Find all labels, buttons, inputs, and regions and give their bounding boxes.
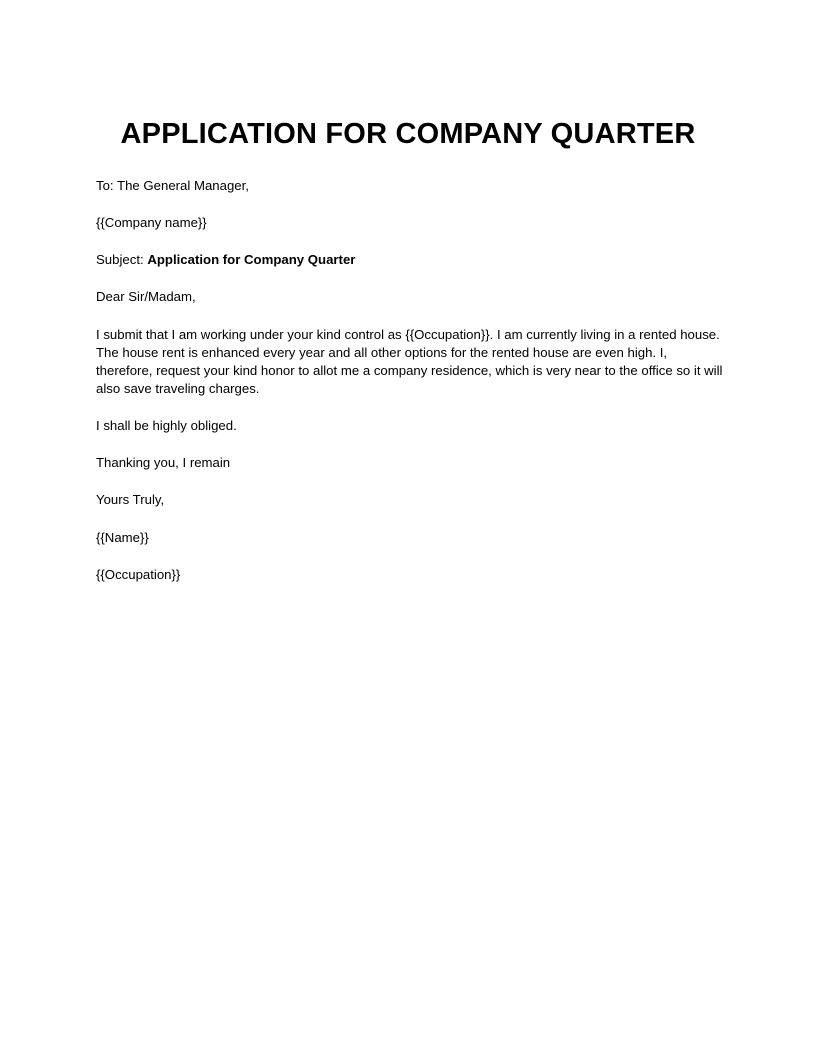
recipient-line: To: The General Manager, <box>96 178 249 193</box>
occupation-placeholder: {{Occupation}} <box>96 567 181 582</box>
company-name-placeholder: {{Company name}} <box>96 215 207 230</box>
document-title: APPLICATION FOR COMPANY QUARTER <box>120 118 696 150</box>
subject-line <box>96 251 726 269</box>
closing-line: Yours Truly, <box>96 492 165 507</box>
name-placeholder: {{Name}} <box>96 530 149 545</box>
subject-label: Subject: <box>96 252 148 267</box>
thanking-line: Thanking you, I remain <box>96 455 231 470</box>
salutation: Dear Sir/Madam, <box>96 289 196 304</box>
main-paragraph: I submit that I am working under your kind control as {{Occupation}}. I am currently living in a rented house. The house rent is enhanced every year and all other options for the rented house are even high. I, therefore, request your kind honor to allot me a company residence, which is very near to the office so it will also save traveling charges. <box>96 327 723 396</box>
subject-text: Application for Company Quarter <box>147 252 356 267</box>
obliged-line: I shall be highly obliged. <box>96 418 237 433</box>
